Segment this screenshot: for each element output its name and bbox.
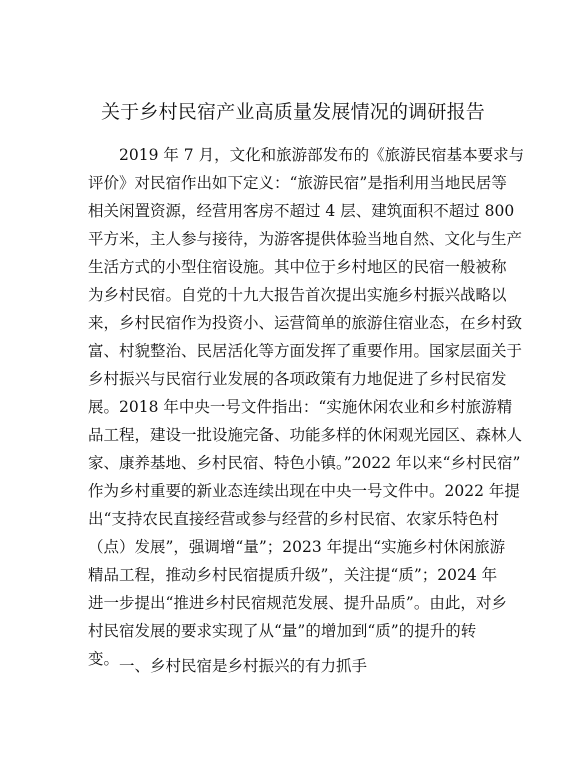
paragraph-line: 家、康养基地、乡村民宿、特色小镇。”2022 年以来“乡村民宿”	[88, 454, 521, 472]
paragraph-line: （点）发展”，强调增“量”；2023 年提出“实施乡村休闲旅游	[88, 538, 506, 556]
body-paragraph	[88, 141, 525, 673]
paragraph-line: 展。2018 年中央一号文件指出：“实施休闲农业和乡村旅游精	[88, 398, 513, 416]
paragraph-line: 生活方式的小型住宿设施。其中位于乡村地区的民宿一般被称	[88, 258, 507, 276]
paragraph-line: 2019 年 7 月，文化和旅游部发布的《旅游民宿基本要求与	[119, 146, 525, 164]
paragraph-line: 村民宿发展的要求实现了从“量”的增加到“质”的提升的转	[88, 622, 477, 640]
paragraph-line: 精品工程，推动乡村民宿提质升级”，关注提“质”；2024 年	[88, 566, 498, 584]
paragraph-line: 富、村貌整治、民居活化等方面发挥了重要作用。国家层面关于	[88, 342, 523, 360]
paragraph-line: 相关闲置资源，经营用客房不超过 4 层、建筑面积不超过 800	[88, 202, 515, 220]
section-heading: 一、乡村民宿是乡村振兴的有力抓手	[119, 657, 368, 675]
paragraph-line: 进一步提出“推进乡村民宿规范发展、提升品质”。由此，对乡	[88, 594, 507, 612]
paragraph-line: 为乡村民宿。自党的十九大报告首次提出实施乡村振兴战略以	[88, 286, 507, 304]
paragraph-line: 品工程，建设一批设施完备、功能多样的休闲观光园区、森林人	[88, 426, 523, 444]
paragraph-line: 来，乡村民宿作为投资小、运营简单的旅游住宿业态，在乡村致	[88, 314, 523, 332]
paragraph-line: 平方米，主人参与接待，为游客提供体验当地自然、文化与生产	[88, 230, 523, 248]
paragraph-line: 评价》对民宿作出如下定义：“旅游民宿”是指利用当地民居等	[88, 174, 507, 192]
paragraph-line: 出“支持农民直接经营或参与经营的乡村民宿、农家乐特色村	[88, 510, 499, 528]
paragraph-line: 作为乡村重要的新业态连续出现在中央一号文件中。2022 年提	[88, 482, 520, 500]
paragraph-line: 变。	[88, 650, 120, 668]
document-title: 关于乡村民宿产业高质量发展情况的调研报告	[100, 101, 485, 123]
paragraph-line: 乡村振兴与民宿行业发展的各项政策有力地促进了乡村民宿发	[88, 370, 507, 388]
